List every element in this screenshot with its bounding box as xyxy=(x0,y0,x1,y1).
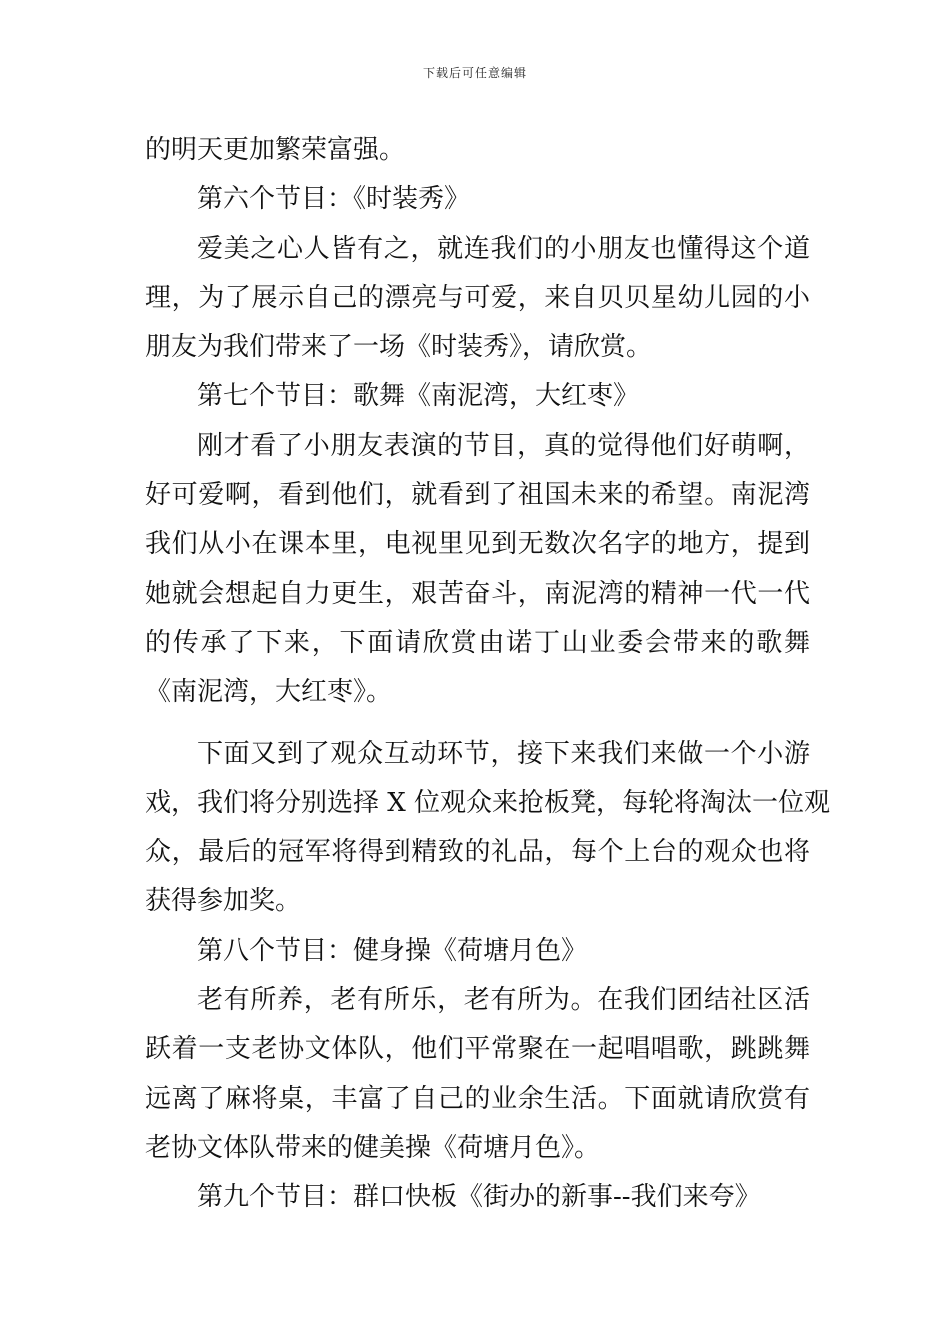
program-heading: 第六个节目：《时装秀》 xyxy=(197,184,471,215)
document-body xyxy=(145,126,831,1223)
text-line: 的传承了下来，下面请欣赏由诺丁山业委会带来的歌舞 xyxy=(145,627,810,658)
program-heading: 第七个节目：歌舞《南泥湾，大红枣》 xyxy=(197,381,640,412)
text-line: 戏，我们将分别选择 X 位观众来抢板凳，每轮将淘汰一位观 xyxy=(145,787,831,818)
program-heading: 第九个节目：群口快板《街办的新事--我们来夸》 xyxy=(197,1182,761,1213)
text-line: 众，最后的冠军将得到精致的礼品，每个上台的观众也将 xyxy=(145,837,810,868)
text-line: 朋友为我们带来了一场《时装秀》，请欣赏。 xyxy=(145,332,653,363)
text-line: 老有所养，老有所乐，老有所为。在我们团结社区活 xyxy=(197,985,810,1016)
text-line: 下面又到了观众互动环节，接下来我们来做一个小游 xyxy=(197,738,810,769)
text-line: 老协文体队带来的健美操《荷塘月色》。 xyxy=(145,1132,601,1163)
text-line: 获得参加奖。 xyxy=(145,886,302,917)
text-line: 她就会想起自力更生，艰苦奋斗，南泥湾的精神一代一代 xyxy=(145,578,810,609)
text-line: 我们从小在课本里，电视里见到无数次名字的地方，提到 xyxy=(145,529,810,560)
text-line: 爱美之心人皆有之，就连我们的小朋友也懂得这个道 xyxy=(197,233,810,264)
program-heading: 第八个节目：健身操《荷塘月色》 xyxy=(197,935,588,966)
text-line: 远离了麻将桌，丰富了自己的业余生活。下面就请欣赏有 xyxy=(145,1083,810,1114)
text-line: 跃着一支老协文体队，他们平常聚在一起唱唱歌，跳跳舞 xyxy=(145,1034,810,1065)
text-line: 的明天更加繁荣富强。 xyxy=(145,135,406,165)
paragraph-gap xyxy=(145,718,810,730)
text-line: 理，为了展示自己的漂亮与可爱，来自贝贝星幼儿园的小 xyxy=(145,282,810,313)
text-line: 好可爱啊，看到他们，就看到了祖国未来的希望。南泥湾 xyxy=(145,480,810,511)
page-header: 下载后可任意编辑 xyxy=(422,66,527,80)
text-line: 刚才看了小朋友表演的节目，真的觉得他们好萌啊， xyxy=(197,430,810,461)
text-line: 《南泥湾，大红枣》。 xyxy=(145,677,393,708)
